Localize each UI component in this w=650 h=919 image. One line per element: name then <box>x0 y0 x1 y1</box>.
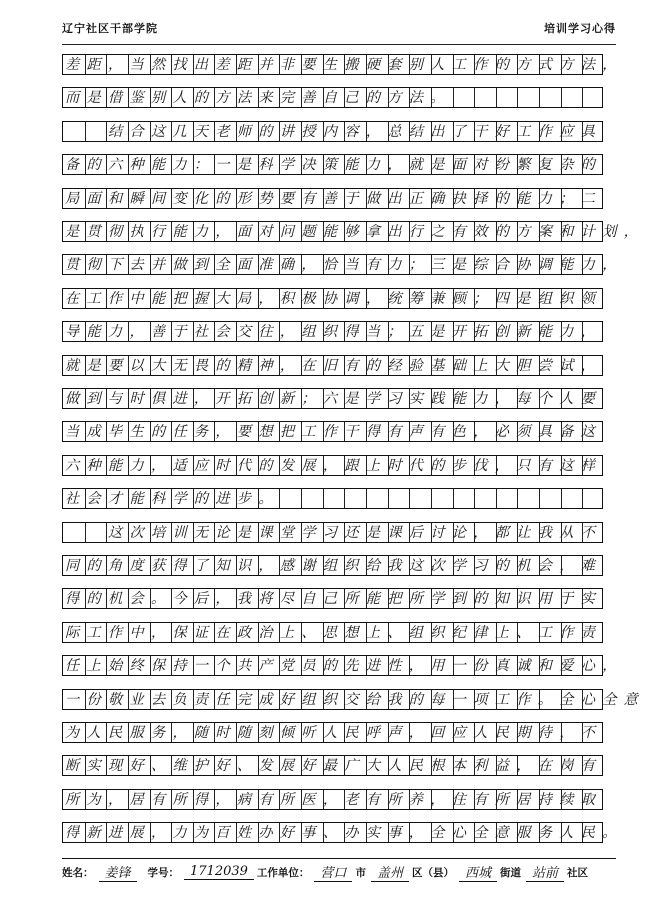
grid-row <box>62 722 603 743</box>
district-value: 盖州 <box>371 862 409 882</box>
grid-cell-divider <box>517 88 518 107</box>
document-title: 培训学习心得 <box>544 22 616 35</box>
grid-cell-divider <box>582 88 583 107</box>
handwritten-line: 所为，居有所得，病有所医，老有所养，住有所居持续取 <box>65 791 603 808</box>
grid-row <box>62 488 603 509</box>
school-title: 辽宁社区干部学院 <box>62 22 158 35</box>
grid-cell-divider <box>323 489 324 508</box>
grid-cell-divider <box>453 489 454 508</box>
grid-row <box>62 689 646 710</box>
grid-row <box>62 555 603 576</box>
handwritten-line: 是贯彻执行能力，面对问题能够拿出行之有效的方案和计划， <box>65 224 646 240</box>
handwritten-line: 这次培训无论是课堂学习还是课后讨论，都让我从不 <box>65 524 603 541</box>
handwritten-line: 一份敬业去负责任完成好组织交给我的每一项工作。全心全意 <box>65 691 646 708</box>
handwritten-line: 局面和瞬间变化的形势要有善于做出正确抉择的能力；二 <box>65 190 603 207</box>
name-value: 姜锋 <box>99 862 137 882</box>
grid-cell-divider <box>517 489 518 508</box>
handwritten-line: 做到与时俱进，开拓创新；六是学习实践能力，每个人要 <box>65 391 603 407</box>
grid-cell-divider <box>388 489 389 508</box>
grid-row <box>62 355 603 376</box>
grid-row <box>62 54 624 75</box>
grid-row <box>62 288 603 309</box>
grid-row <box>62 188 603 209</box>
grid-cell-divider <box>539 88 540 107</box>
student-id-label: 学号： <box>147 866 180 879</box>
grid-row <box>62 221 646 242</box>
header-divider <box>62 44 616 45</box>
grid-cell-divider <box>474 489 475 508</box>
grid-row <box>62 154 603 175</box>
grid-cell-divider <box>431 489 432 508</box>
handwritten-line: 同的角度获得了知识，感谢组织给我这次学习的机会，难 <box>65 558 603 574</box>
grid-cell-divider <box>344 489 345 508</box>
grid-cell-divider <box>474 88 475 107</box>
grid-cell-divider <box>561 489 562 508</box>
city-value: 营口 <box>314 862 352 882</box>
student-info-footer <box>62 862 616 882</box>
handwritten-line: 任上始终保持一个共产党员的先进性，用一份真诚和爱心， <box>65 658 624 675</box>
grid-cell-divider <box>539 489 540 508</box>
grid-row <box>62 655 624 676</box>
grid-row <box>62 321 603 342</box>
handwritten-line: 社会才能科学的进步。 <box>65 491 280 508</box>
handwritten-line: 得新进展，力为百姓办好事、办实事，全心全意服务人民。 <box>65 825 624 842</box>
student-id-value: 1712039 <box>184 864 254 880</box>
street-value: 西城 <box>459 862 497 882</box>
grid-cell-divider <box>409 489 410 508</box>
handwritten-line: 在工作中能把握大局，积极协调，统筹兼顾；四是组织领 <box>65 290 603 307</box>
handwritten-line: 备的六种能力：一是科学决策能力，就是面对纷繁复杂的 <box>65 157 603 174</box>
grid-cell-divider <box>496 88 497 107</box>
grid-row <box>62 388 603 409</box>
handwritten-line: 六种能力，适应时代的发展，跟上时代的步伐，只有这样 <box>65 457 603 474</box>
grid-cell-divider <box>582 489 583 508</box>
grid-cell-divider <box>453 88 454 107</box>
handwritten-line: 就是要以大无畏的精神，在旧有的经验基础上大胆尝试， <box>65 357 603 374</box>
essay-grid <box>62 54 646 855</box>
handwritten-line: 际工作中，保证在政治上、思想上、组织纪律上、工作责 <box>65 624 603 641</box>
district-label: 区（县） <box>411 866 454 879</box>
grid-cell-divider <box>366 489 367 508</box>
footer-divider <box>62 858 616 859</box>
grid-row <box>62 87 603 108</box>
handwritten-line: 而是借鉴别人的方法来完善自己的方法。 <box>65 90 452 107</box>
community-value: 站前 <box>526 862 564 882</box>
handwritten-line: 结合这几天老师的讲授内容，总结出了干好工作应具 <box>65 123 603 140</box>
grid-cell-divider <box>301 489 302 508</box>
community-label: 社区 <box>566 866 588 879</box>
handwritten-line: 得的机会。今后，我将尽自己所能把所学到的知识用于实 <box>65 591 603 608</box>
grid-row <box>62 755 603 776</box>
grid-cell-divider <box>496 489 497 508</box>
handwritten-line: 为人民服务，随时随刻倾听人民呼声，回应人民期待，不 <box>65 725 603 741</box>
grid-row <box>62 588 603 609</box>
grid-cell-divider <box>561 88 562 107</box>
name-label: 姓名： <box>62 866 94 879</box>
handwritten-line: 差距，当然找出差距并非要生搬硬套别人工作的方式方法， <box>65 57 624 73</box>
grid-row <box>62 522 603 543</box>
handwritten-line: 断实现好、维护好、发展好最广大人民根本利益，在岗有 <box>65 758 603 775</box>
grid-row <box>62 254 624 275</box>
city-label: 市 <box>355 866 366 879</box>
grid-row <box>62 421 603 442</box>
handwritten-line: 贯彻下去并做到全面准确，恰当有力；三是综合协调能力， <box>65 257 624 274</box>
grid-row <box>62 789 603 810</box>
grid-row <box>62 455 603 476</box>
work-unit-label: 工作单位： <box>256 866 310 879</box>
handwritten-line: 当成毕生的任务，要想把工作干得有声有色，必须具备这 <box>65 424 603 441</box>
grid-row <box>62 121 603 142</box>
handwritten-line: 导能力，善于社会交往，组织得当；五是开拓创新能力， <box>65 324 603 341</box>
street-label: 街道 <box>499 866 521 879</box>
grid-row <box>62 622 603 643</box>
grid-row <box>62 822 624 843</box>
